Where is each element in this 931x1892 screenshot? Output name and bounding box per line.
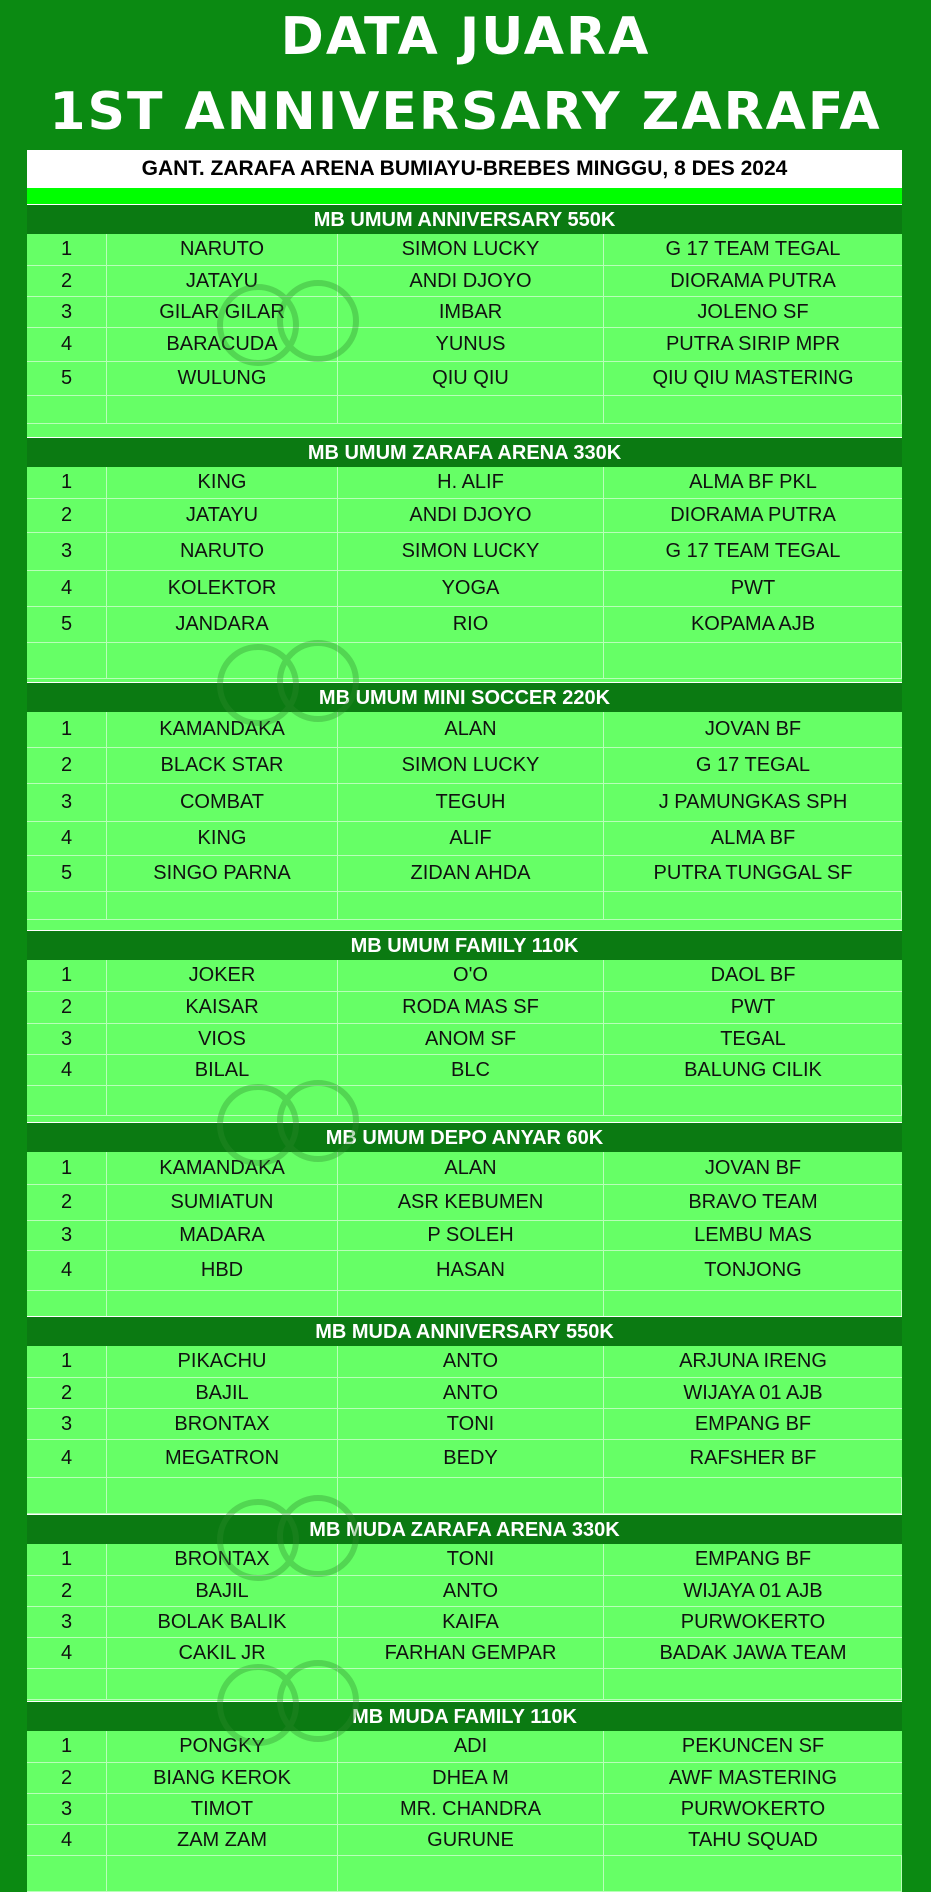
team-cell: DAOL BF: [710, 964, 796, 986]
owner-cell: HASAN: [338, 1251, 604, 1290]
empty-cell: [338, 396, 604, 423]
rank-cell: 1: [27, 234, 107, 265]
team-cell: TONJONG: [704, 1259, 802, 1281]
team-cell: DIORAMA PUTRA: [670, 269, 836, 292]
bird-name-cell: BRONTAX: [107, 1409, 338, 1439]
empty-cell: [338, 892, 604, 919]
team-cell: EMPANG BF: [694, 1548, 812, 1570]
divider-bar: [27, 188, 902, 204]
team-cell: ALMA BF: [710, 827, 796, 849]
empty-cell: [27, 1856, 107, 1891]
empty-cell: [604, 892, 902, 919]
table-row: [27, 499, 902, 533]
table-row: [27, 1378, 902, 1409]
section-header: MB UMUM ZARAFA ARENA 330K: [27, 437, 902, 467]
owner-cell: BLC: [338, 1055, 604, 1085]
rank-cell: 3: [27, 784, 107, 821]
owner-cell: ALAN: [338, 1152, 604, 1184]
page-title-secondary: 1ST ANNIVERSARY ZARAFA: [49, 82, 882, 142]
empty-cell: [338, 1086, 604, 1115]
rank-cell: 4: [27, 1825, 107, 1855]
team-cell: BADAK JAWA TEAM: [659, 1641, 847, 1664]
owner-cell: ANDI DJOYO: [338, 266, 604, 296]
team-cell: G 17 TEAM TEGAL: [665, 540, 841, 562]
table-row: [27, 266, 902, 297]
table-row: [27, 467, 902, 499]
results-table: [27, 204, 902, 1891]
team-cell: PUTRA SIRIP MPR: [665, 333, 841, 355]
team-cell: ALMA BF PKL: [689, 471, 817, 493]
team-cell: EMPANG BF: [694, 1412, 812, 1435]
table-row: [27, 1607, 902, 1638]
table-row: [27, 1763, 902, 1794]
team-cell: QIU QIU MASTERING: [652, 367, 854, 389]
table-row: [27, 748, 902, 784]
table-row: [27, 992, 902, 1024]
table-row: [27, 822, 902, 856]
rank-cell: 4: [27, 822, 107, 855]
rank-cell: 3: [27, 297, 107, 327]
rank-cell: 2: [27, 1763, 107, 1793]
event-subtitle: GANT. ZARAFA ARENA BUMIAYU-BREBES MINGGU, 8 DES 2024: [27, 150, 902, 188]
empty-cell: [107, 396, 338, 423]
team-cell: JOVAN BF: [704, 718, 802, 740]
team-cell: PWT: [730, 996, 776, 1018]
empty-cell: [27, 396, 107, 423]
bird-name-cell: MADARA: [107, 1221, 338, 1250]
table-row: [27, 533, 902, 571]
rank-cell: 2: [27, 1378, 107, 1408]
bird-name-cell: SINGO PARNA: [107, 856, 338, 891]
owner-cell: TONI: [338, 1409, 604, 1439]
rank-cell: 3: [27, 1024, 107, 1054]
table-row: [27, 1825, 902, 1856]
section-header: MB MUDA ANNIVERSARY 550K: [27, 1316, 902, 1346]
table-row: [27, 297, 902, 328]
rank-cell: 5: [27, 607, 107, 642]
table-row: [27, 328, 902, 362]
team-cell: AWF MASTERING: [668, 1766, 838, 1789]
rank-cell: 2: [27, 992, 107, 1023]
bird-name-cell: VIOS: [107, 1024, 338, 1054]
empty-cell: [107, 1856, 338, 1891]
empty-row: [27, 1086, 902, 1116]
bird-name-cell: BOLAK BALIK: [107, 1607, 338, 1637]
owner-cell: FARHAN GEMPAR: [338, 1638, 604, 1668]
empty-cell: [27, 643, 107, 678]
owner-cell: TEGUH: [338, 784, 604, 821]
owner-cell: ALIF: [338, 822, 604, 855]
team-cell: WIJAYA 01 AJB: [683, 1579, 823, 1602]
rank-cell: 4: [27, 328, 107, 361]
bird-name-cell: NARUTO: [107, 234, 338, 265]
rank-cell: 1: [27, 467, 107, 498]
owner-cell: O'O: [338, 960, 604, 991]
empty-cell: [604, 1086, 902, 1115]
rank-cell: 3: [27, 1409, 107, 1439]
section-header: MB MUDA FAMILY 110K: [27, 1701, 902, 1731]
table-row: [27, 362, 902, 396]
bird-name-cell: KOLEKTOR: [107, 571, 338, 606]
bird-name-cell: JATAYU: [107, 266, 338, 296]
owner-cell: QIU QIU: [338, 362, 604, 395]
team-cell: BALUNG CILIK: [684, 1058, 822, 1081]
bird-name-cell: NARUTO: [107, 533, 338, 570]
table-row: [27, 1731, 902, 1763]
team-cell: PUTRA TUNGGAL SF: [653, 862, 853, 884]
table-row: [27, 1346, 902, 1378]
section-header: MB MUDA ZARAFA ARENA 330K: [27, 1514, 902, 1544]
table-row: [27, 1024, 902, 1055]
empty-cell: [604, 1669, 902, 1699]
empty-cell: [604, 1856, 902, 1891]
bird-name-cell: BARACUDA: [107, 328, 338, 361]
empty-cell: [604, 1478, 902, 1513]
empty-cell: [338, 1856, 604, 1891]
owner-cell: SIMON LUCKY: [338, 234, 604, 265]
empty-row: [27, 643, 902, 679]
section-header: MB UMUM ANNIVERSARY 550K: [27, 204, 902, 234]
bird-name-cell: GILAR GILAR: [107, 297, 338, 327]
table-row: [27, 712, 902, 748]
table-row: [27, 571, 902, 607]
empty-row: [27, 396, 902, 424]
table-row: [27, 1409, 902, 1440]
empty-row: [27, 1856, 902, 1892]
team-cell: PEKUNCEN SF: [681, 1735, 825, 1757]
empty-cell: [604, 396, 902, 423]
owner-cell: DHEA M: [338, 1763, 604, 1793]
bird-name-cell: KING: [107, 822, 338, 855]
bird-name-cell: KAMANDAKA: [107, 712, 338, 747]
rank-cell: 3: [27, 533, 107, 570]
empty-cell: [338, 1478, 604, 1513]
owner-cell: YUNUS: [338, 328, 604, 361]
team-cell: JOVAN BF: [704, 1156, 802, 1179]
owner-cell: ANTO: [338, 1346, 604, 1377]
owner-cell: RODA MAS SF: [338, 992, 604, 1023]
empty-cell: [338, 643, 604, 678]
team-cell: JOLENO SF: [697, 300, 809, 323]
team-cell: RAFSHER BF: [689, 1447, 817, 1469]
rank-cell: 2: [27, 266, 107, 296]
team-cell: G 17 TEGAL: [695, 754, 811, 776]
empty-cell: [27, 1669, 107, 1699]
rank-cell: 1: [27, 1152, 107, 1184]
bird-name-cell: KAMANDAKA: [107, 1152, 338, 1184]
bird-name-cell: BRONTAX: [107, 1544, 338, 1575]
table-row: [27, 1185, 902, 1221]
empty-cell: [27, 1086, 107, 1115]
empty-row: [27, 1669, 902, 1700]
bird-name-cell: HBD: [107, 1251, 338, 1290]
rank-cell: 4: [27, 571, 107, 606]
team-cell: TAHU SQUAD: [688, 1828, 818, 1851]
team-cell: WIJAYA 01 AJB: [683, 1381, 823, 1404]
table-row: [27, 1638, 902, 1669]
table-row: [27, 1152, 902, 1185]
rank-cell: 3: [27, 1221, 107, 1250]
team-cell: BRAVO TEAM: [688, 1191, 818, 1213]
rank-cell: 1: [27, 960, 107, 991]
owner-cell: KAIFA: [338, 1607, 604, 1637]
bird-name-cell: KING: [107, 467, 338, 498]
rank-cell: 2: [27, 1576, 107, 1606]
page-title: DATA JUARA: [280, 7, 651, 67]
bird-name-cell: JATAYU: [107, 499, 338, 532]
owner-cell: ASR KEBUMEN: [338, 1185, 604, 1220]
rank-cell: 5: [27, 362, 107, 395]
bird-name-cell: JANDARA: [107, 607, 338, 642]
owner-cell: BEDY: [338, 1440, 604, 1477]
empty-cell: [107, 1478, 338, 1513]
empty-cell: [107, 643, 338, 678]
table-row: [27, 1055, 902, 1086]
owner-cell: P SOLEH: [338, 1221, 604, 1250]
empty-cell: [604, 643, 902, 678]
team-cell: KOPAMA AJB: [690, 613, 816, 635]
empty-cell: [107, 892, 338, 919]
rank-cell: 1: [27, 1346, 107, 1377]
bird-name-cell: ZAM ZAM: [107, 1825, 338, 1855]
table-row: [27, 784, 902, 822]
team-cell: G 17 TEAM TEGAL: [665, 238, 841, 260]
empty-row: [27, 892, 902, 920]
bird-name-cell: COMBAT: [107, 784, 338, 821]
rank-cell: 3: [27, 1794, 107, 1824]
bird-name-cell: BAJIL: [107, 1378, 338, 1408]
table-row: [27, 1251, 902, 1291]
owner-cell: MR. CHANDRA: [338, 1794, 604, 1824]
owner-cell: ANTO: [338, 1576, 604, 1606]
rank-cell: 2: [27, 748, 107, 783]
empty-cell: [27, 1478, 107, 1513]
bird-name-cell: JOKER: [107, 960, 338, 991]
bird-name-cell: PONGKY: [107, 1731, 338, 1762]
owner-cell: ADI: [338, 1731, 604, 1762]
owner-cell: GURUNE: [338, 1825, 604, 1855]
section-header: MB UMUM DEPO ANYAR 60K: [27, 1122, 902, 1152]
owner-cell: ANDI DJOYO: [338, 499, 604, 532]
bird-name-cell: MEGATRON: [107, 1440, 338, 1477]
empty-cell: [107, 1086, 338, 1115]
bird-name-cell: KAISAR: [107, 992, 338, 1023]
section-header: MB UMUM MINI SOCCER 220K: [27, 682, 902, 712]
bird-name-cell: BIANG KEROK: [107, 1763, 338, 1793]
rank-cell: 2: [27, 499, 107, 532]
rank-cell: 2: [27, 1185, 107, 1220]
owner-cell: ALAN: [338, 712, 604, 747]
team-cell: LEMBU MAS: [694, 1224, 812, 1246]
table-row: [27, 1576, 902, 1607]
owner-cell: ANOM SF: [338, 1024, 604, 1054]
owner-cell: ZIDAN AHDA: [338, 856, 604, 891]
rank-cell: 4: [27, 1055, 107, 1085]
table-row: [27, 607, 902, 643]
bird-name-cell: PIKACHU: [107, 1346, 338, 1377]
owner-cell: SIMON LUCKY: [338, 533, 604, 570]
team-cell: PWT: [730, 577, 776, 599]
team-cell: TEGAL: [720, 1027, 786, 1050]
bird-name-cell: BLACK STAR: [107, 748, 338, 783]
empty-cell: [107, 1669, 338, 1699]
rank-cell: 4: [27, 1638, 107, 1668]
owner-cell: H. ALIF: [338, 467, 604, 498]
team-cell: ARJUNA IRENG: [679, 1350, 827, 1372]
bird-name-cell: TIMOT: [107, 1794, 338, 1824]
table-row: [27, 1221, 902, 1251]
team-cell: J PAMUNGKAS SPH: [658, 791, 848, 813]
empty-cell: [338, 1669, 604, 1699]
table-row: [27, 960, 902, 992]
empty-cell: [27, 892, 107, 919]
rank-cell: 1: [27, 1731, 107, 1762]
table-row: [27, 1440, 902, 1478]
owner-cell: RIO: [338, 607, 604, 642]
bird-name-cell: WULUNG: [107, 362, 338, 395]
bird-name-cell: BAJIL: [107, 1576, 338, 1606]
team-cell: PURWOKERTO: [680, 1797, 826, 1820]
table-row: [27, 1544, 902, 1576]
rank-cell: 1: [27, 1544, 107, 1575]
rank-cell: 3: [27, 1607, 107, 1637]
section-header: MB UMUM FAMILY 110K: [27, 930, 902, 960]
owner-cell: YOGA: [338, 571, 604, 606]
rank-cell: 4: [27, 1251, 107, 1290]
owner-cell: ANTO: [338, 1378, 604, 1408]
owner-cell: TONI: [338, 1544, 604, 1575]
team-cell: PURWOKERTO: [680, 1610, 826, 1633]
rank-cell: 5: [27, 856, 107, 891]
owner-cell: SIMON LUCKY: [338, 748, 604, 783]
bird-name-cell: SUMIATUN: [107, 1185, 338, 1220]
empty-row: [27, 1478, 902, 1514]
bird-name-cell: CAKIL JR: [107, 1638, 338, 1668]
table-row: [27, 856, 902, 892]
table-row: [27, 1794, 902, 1825]
table-row: [27, 234, 902, 266]
team-cell: DIORAMA PUTRA: [670, 504, 836, 526]
owner-cell: IMBAR: [338, 297, 604, 327]
rank-cell: 4: [27, 1440, 107, 1477]
rank-cell: 1: [27, 712, 107, 747]
bird-name-cell: BILAL: [107, 1055, 338, 1085]
